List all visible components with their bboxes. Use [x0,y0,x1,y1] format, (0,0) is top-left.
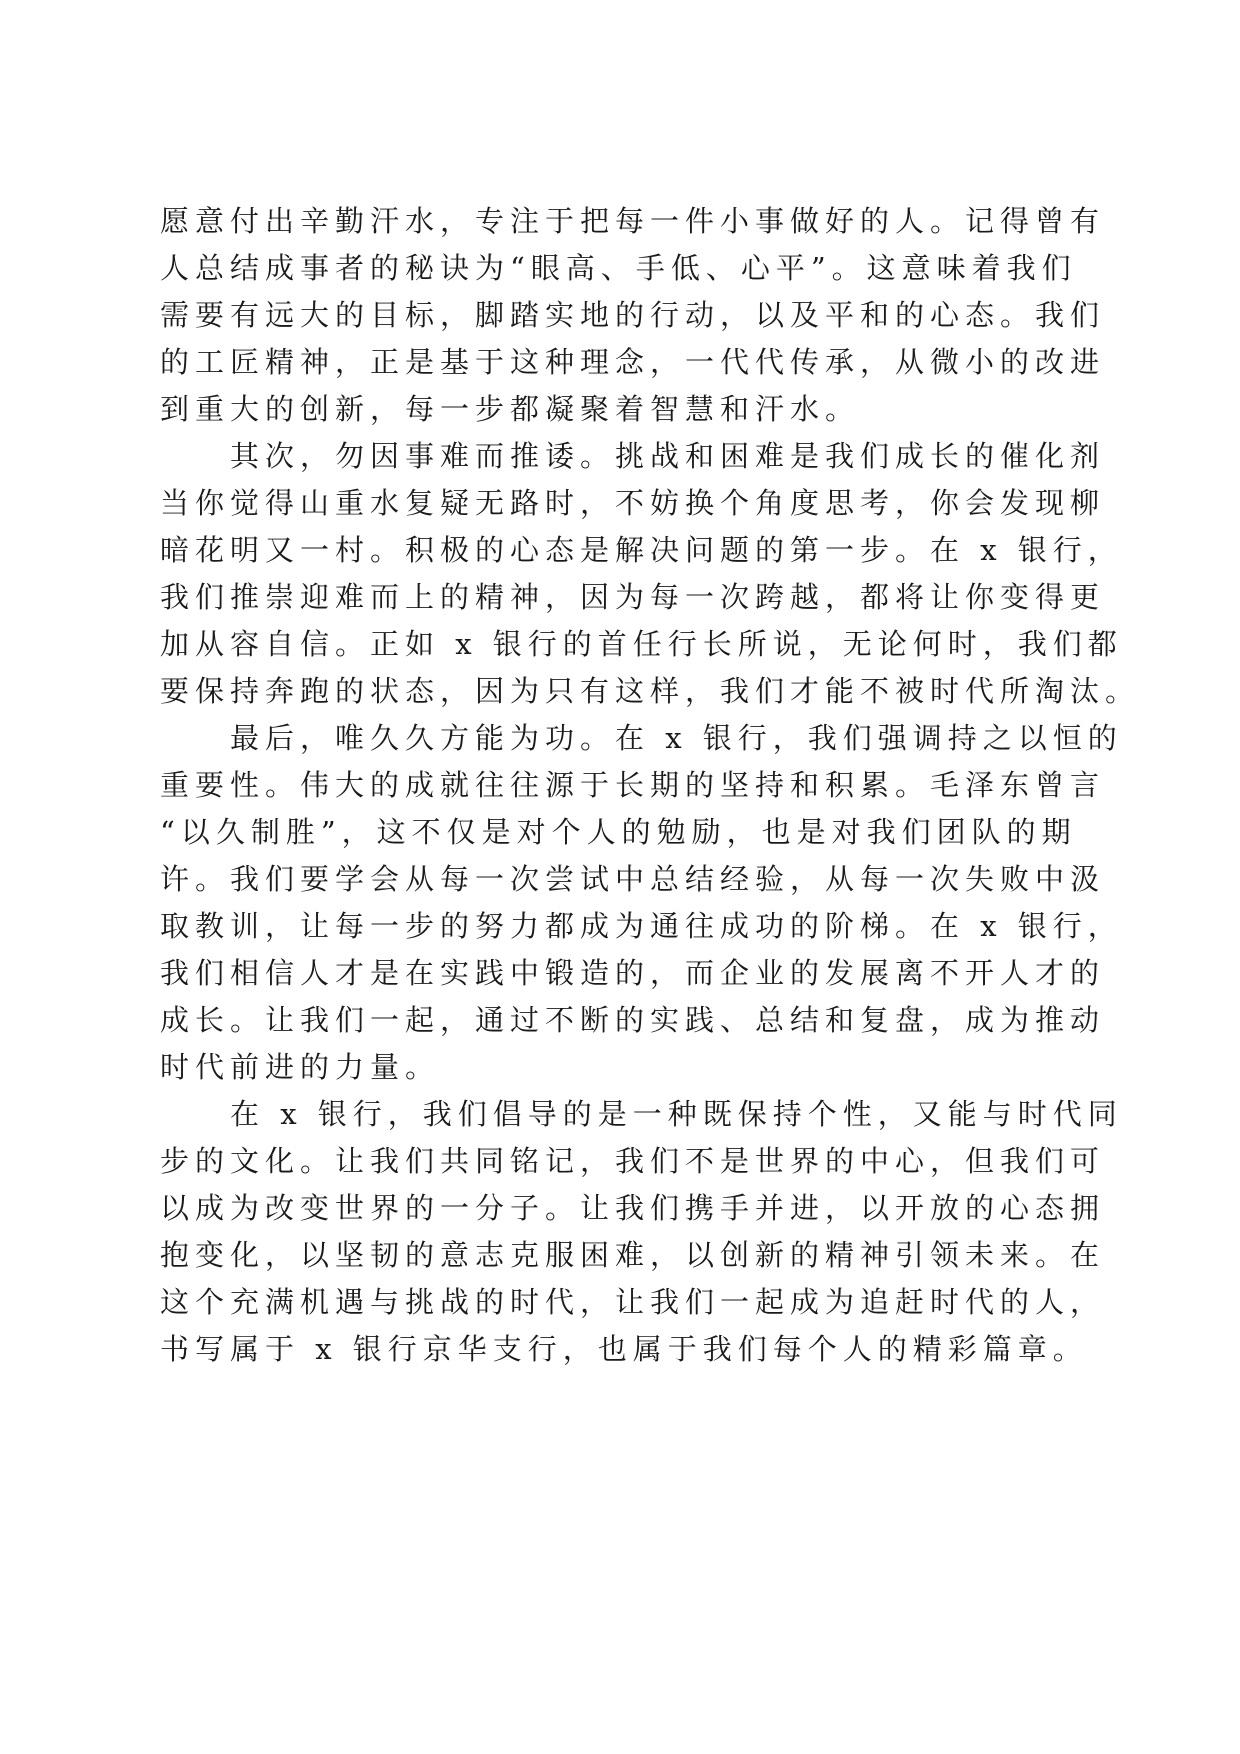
text-line: 我们推崇迎难而上的精神，因为每一次跨越，都将让你变得更 [160,580,1106,614]
text-line: 取教训，让每一步的努力都成为通往成功的阶梯。在 x 银行， [160,909,1123,943]
text-line: 暗花明又一村。积极的心态是解决问题的第一步。在 x 银行， [160,533,1123,567]
text-line: 时代前进的力量。 [160,1050,441,1084]
document-body [160,198,1141,1373]
text-line: 愿意付出辛勤汗水，专注于把每一件小事做好的人。记得曾有 [160,204,1106,238]
text-line: 成长。让我们一起，通过不断的实践、总结和复盘，成为推动 [160,1003,1106,1037]
text-line: 需要有远大的目标，脚踏实地的行动，以及平和的心态。我们 [160,298,1106,332]
text-line: 以成为改变世界的一分子。让我们携手并进，以开放的心态拥 [160,1191,1106,1225]
text-line: 在 x 银行，我们倡导的是一种既保持个性，又能与时代同 [160,1097,1123,1131]
text-line: 书写属于 x 银行京华支行，也属于我们每个人的精彩篇章。 [160,1332,1088,1366]
text-line: 当你觉得山重水复疑无路时，不妨换个角度思考，你会发现柳 [160,486,1106,520]
text-line: 我们相信人才是在实践中锻造的，而企业的发展离不开人才的 [160,956,1106,990]
text-line: 步的文化。让我们共同铭记，我们不是世界的中心，但我们可 [160,1144,1106,1178]
text-line: 加从容自信。正如 x 银行的首任行长所说，无论何时，我们都 [160,627,1123,661]
text-line: 到重大的创新，每一步都凝聚着智慧和汗水。 [160,392,861,426]
text-line: 抱变化，以坚韧的意志克服困难，以创新的精神引领未来。在 [160,1238,1106,1272]
text-line: “以久制胜”，这不仅是对个人的勉励，也是对我们团队的期 [160,815,1077,849]
text-line: 人总结成事者的秘诀为“眼高、手低、心平”。这意味着我们 [160,251,1077,285]
text-line: 最后，唯久久方能为功。在 x 银行，我们强调持之以恒的 [160,721,1123,755]
text-line: 这个充满机遇与挑战的时代，让我们一起成为追赶时代的人， [160,1285,1106,1319]
text-line: 许。我们要学会从每一次尝试中总结经验，从每一次失败中汲 [160,862,1106,896]
text-line: 要保持奔跑的状态，因为只有这样，我们才能不被时代所淘汰。 [160,674,1141,708]
text-line: 重要性。伟大的成就往往源于长期的坚持和积累。毛泽东曾言 [160,768,1106,802]
text-line: 的工匠精神，正是基于这种理念，一代代传承，从微小的改进 [160,345,1106,379]
text-line: 其次，勿因事难而推诿。挑战和困难是我们成长的催化剂 [160,439,1106,473]
